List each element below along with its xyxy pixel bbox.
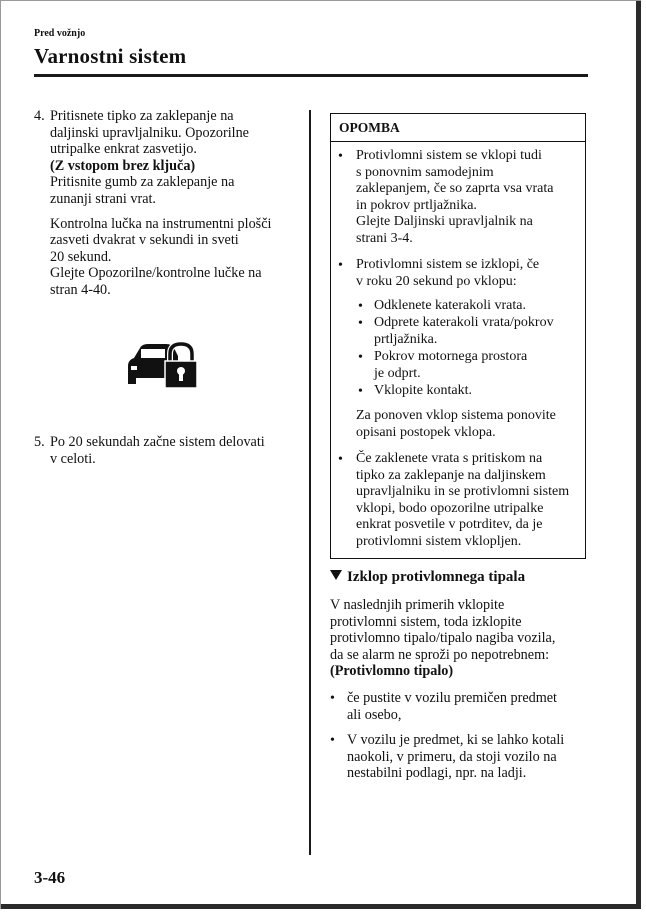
security-indicator-icon [126, 340, 198, 390]
section-label: Pred vožnjo [34, 28, 86, 39]
step-number: 4. [34, 108, 45, 124]
text-line: Pritisnete tipko za zaklepanje na [50, 108, 234, 124]
condition-bullet-2 [347, 732, 564, 782]
step-body [50, 108, 271, 299]
text-line: strani 3-4. [356, 230, 413, 246]
text-line: stran 4-40. [50, 281, 111, 298]
condition-bullet-1 [347, 690, 557, 723]
text-line: daljinski upravljalniku. Opozorilne [50, 124, 249, 141]
text-line: če pustite v vozilu premičen predmet [347, 690, 557, 706]
page-title: Varnostni sistem [34, 44, 187, 68]
text-line: je odprt. [374, 365, 421, 381]
page-number: 3-46 [34, 868, 66, 887]
keyless-heading: (Z vstopom brez ključa) [50, 157, 196, 174]
text-line: in pokrov prtljažnika. [356, 197, 477, 213]
text-line: Kontrolna lučka na instrumentni plošči [50, 215, 272, 232]
triangle-marker-icon [330, 570, 342, 580]
text-line: protivlomni sistem, toda izklopite [330, 613, 522, 630]
text-line: Protivlomni sistem se izklopi, če [356, 257, 540, 272]
step-number: 5. [34, 434, 45, 450]
bullet-dot: • [330, 691, 335, 706]
note-bullet-3 [356, 451, 569, 551]
text-line: opisani postopek vklopa. [356, 424, 496, 440]
text-line: 20 sekund. [50, 248, 112, 265]
text-line: Odprete katerakoli vrata/pokrov [374, 315, 554, 330]
text-line: prtljažnika. [374, 331, 438, 347]
text-line: zasveti dvakrat v sekundi in sveti [50, 232, 239, 249]
text-line: tipko za zaklepanje na daljinskem [356, 467, 546, 483]
sub-bullet: Vklopite kontakt. [374, 383, 472, 398]
subheading-text: Izklop protivlomnega tipala [347, 569, 526, 585]
bullet-dot: • [358, 299, 363, 314]
text-line: Glejte Daljinski upravljalnik na [356, 214, 533, 230]
note-heading: OPOMBA [331, 114, 585, 142]
subheading [330, 569, 525, 586]
text-line: ali osebo, [347, 706, 402, 723]
text-line: protivlomno tipalo/tipalo nagiba vozila, [330, 630, 556, 647]
bullet-dot: • [330, 733, 335, 748]
column-divider [309, 110, 311, 855]
bullet-dot: • [358, 316, 363, 331]
sensor-heading: (Protivlomno tipalo) [330, 663, 454, 680]
note-bullet-2 [356, 257, 539, 290]
text-line: zunanji strani vrat. [50, 190, 156, 207]
text-line: Pokrov motornega prostora [374, 349, 528, 364]
bullet-dot: • [358, 384, 363, 399]
bullet-dot: • [358, 350, 363, 365]
frame-top-edge [0, 0, 641, 1]
text-line: utripalke enkrat zasvetijo. [50, 141, 197, 158]
frame-left-edge [0, 0, 1, 909]
note-paragraph [356, 408, 556, 441]
text-line: Glejte Opozorilne/kontrolne lučke na [50, 265, 262, 282]
text-line: zaklepanjem, če so zaprta vsa vrata [356, 181, 554, 197]
text-line: v celoti. [50, 450, 96, 467]
text-line: protivlomni sistem vklopljen. [356, 533, 522, 549]
note-bullet-1 [356, 148, 553, 248]
text-line: Po 20 sekundah začne sistem delovati [50, 434, 265, 450]
bullet-dot: • [338, 149, 343, 164]
title-divider [34, 74, 588, 77]
text-line: naokoli, v primeru, da stoji vozilo na [347, 748, 557, 765]
text-line: s ponovnim samodejnim [356, 164, 494, 180]
text-line: v roku 20 sekund po vklopu: [356, 273, 517, 289]
bullet-dot: • [338, 452, 343, 467]
text-line: Če zaklenete vrata s pritiskom na [356, 451, 543, 466]
text-line: enkrat posvetile v potrditev, da je [356, 517, 543, 533]
step-body [50, 434, 265, 467]
intro-paragraph [330, 597, 555, 680]
text-line: da se alarm ne sproži po nepotrebnem: [330, 646, 550, 663]
sub-bullet [374, 315, 554, 348]
text-line: vklopi, bodo opozorilne utripalke [356, 500, 544, 516]
text-line: Za ponoven vklop sistema ponovite [356, 408, 556, 423]
text-line: upravljalniku in se protivlomni sistem [356, 484, 570, 500]
text-line: Pritisnite gumb za zaklepanje na [50, 174, 235, 191]
text-line: Protivlomni sistem se vklopi tudi [356, 148, 542, 163]
text-line: V naslednjih primerih vklopite [330, 597, 505, 613]
text-line: V vozilu je predmet, ki se lahko kotali [347, 732, 565, 748]
text-line: nestabilni podlagi, npr. na ladji. [347, 765, 527, 782]
sub-bullet [374, 349, 527, 382]
sub-bullet: Odklenete katerakoli vrata. [374, 298, 526, 313]
bullet-dot: • [338, 258, 343, 273]
